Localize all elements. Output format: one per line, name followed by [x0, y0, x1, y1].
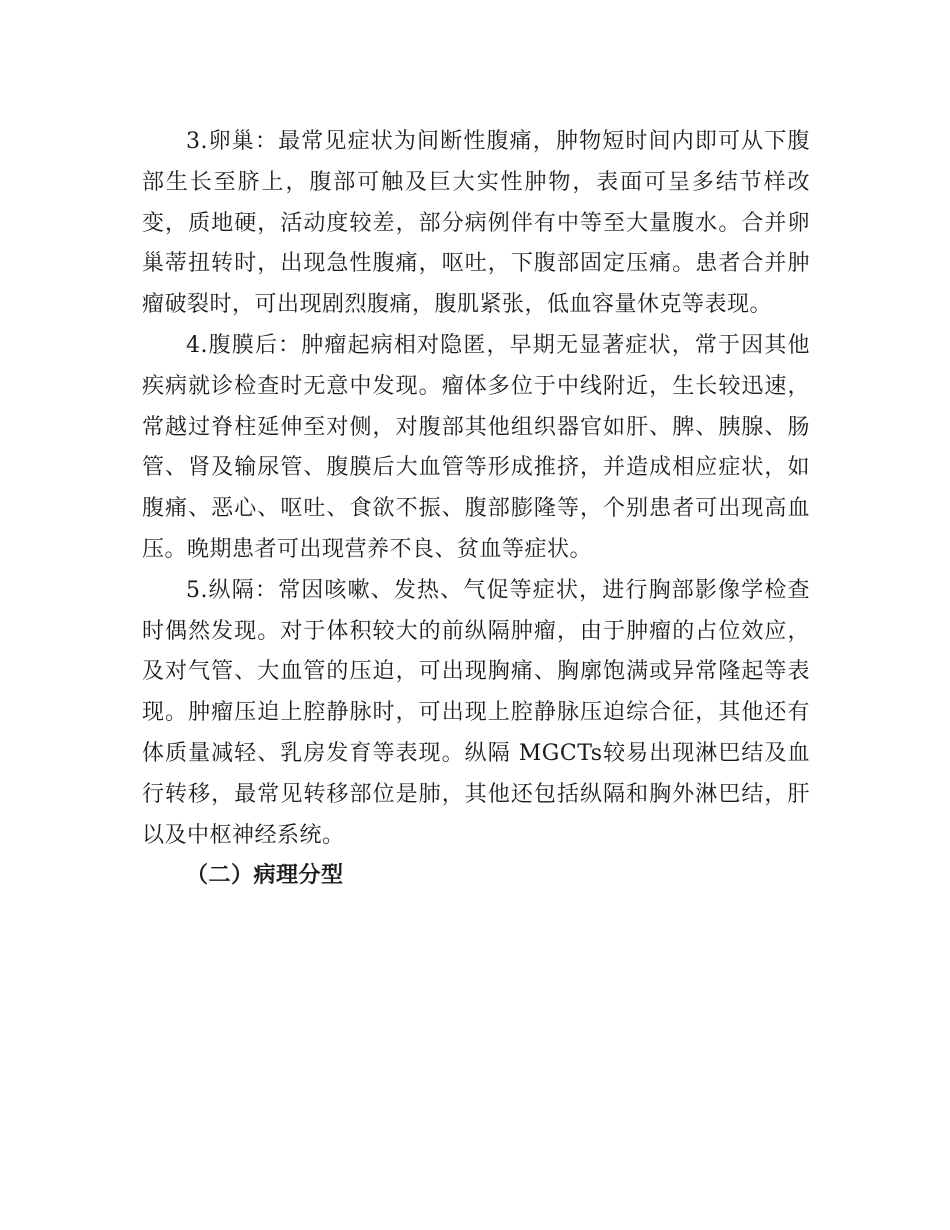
paragraph-ovary: 3.卵巢：最常见症状为间断性腹痛，肿物短时间内即可从下腹部生长至脐上，腹部可触及巨大实性肿物，表面可呈多结节样改变，质地硬，活动度较差，部分病例伴有中等至大量腹水。合并卵巢蒂扭转时，出现急性腹痛，呕吐，下腹部固定压痛。患者合并肿瘤破裂时，可出现剧烈腹痛，腹肌紧张，低血容量休克等表现。 [142, 129, 810, 318]
paragraph-retroperitoneum: 4.腹膜后：肿瘤起病相对隐匿，早期无显著症状，常于因其他疾病就诊检查时无意中发现。瘤体多位于中线附近，生长较迅速，常越过脊柱延伸至对侧，对腹部其他组织器官如肝、脾、胰腺、肠管、肾及输尿管、腹膜后大血管等形成推挤，并造成相应症状，如腹痛、恶心、呕吐、食欲不振、腹部膨隆等，个别患者可出现高血压。晚期患者可出现营养不良、贫血等症状。 [142, 332, 810, 562]
paragraph-mediastinum: 5.纵隔：常因咳嗽、发热、气促等症状，进行胸部影像学检查时偶然发现。对于体积较大的前纵隔肿瘤，由于肿瘤的占位效应，及对气管、大血管的压迫，可出现胸痛、胸廓饱满或异常隆起等表现。肿瘤压迫上腔静脉时，可出现上腔静脉压迫综合征，其他还有体质量减轻、乳房发育等表现。纵隔 MGCTs较易出现淋巴结及血行转移，最常见转移部位是肺，其他还包括纵隔和胸外淋巴结，肝以及中枢神经系统。 [142, 577, 810, 848]
document-body [142, 122, 810, 897]
section-heading: （二）病理分型 [186, 863, 344, 889]
